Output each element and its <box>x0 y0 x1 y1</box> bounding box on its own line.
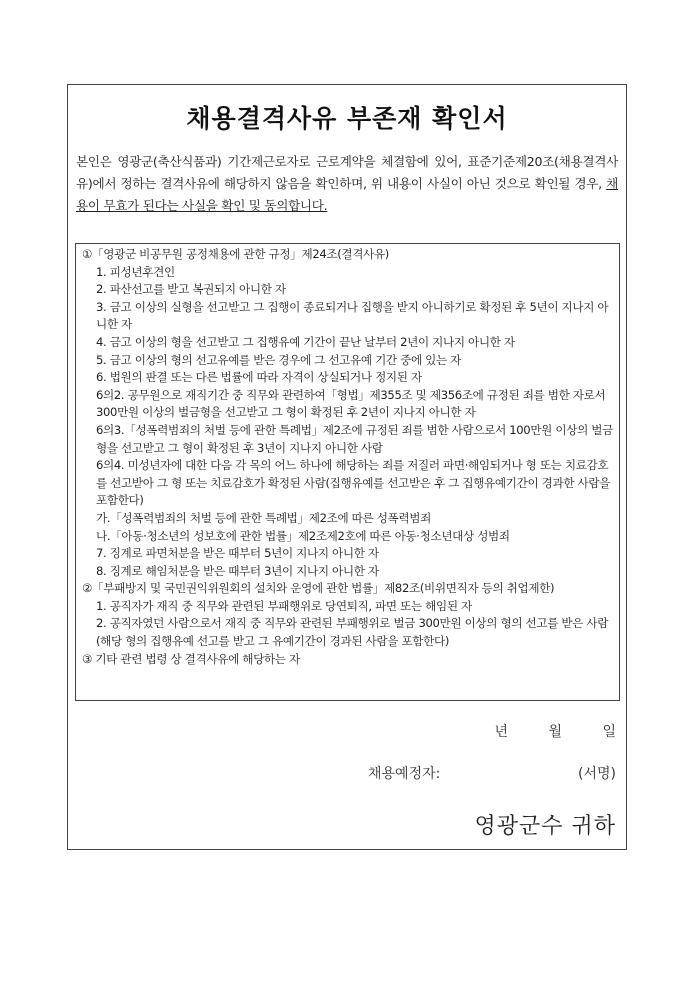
signature-label: (서명) <box>578 766 616 782</box>
document-frame <box>67 84 627 850</box>
criteria-item: 2. 공직자였던 사람으로서 재직 중 직무와 관련된 부패행위로 벌금 300만원 이상의 형의 선고를 받은 사람(해당 형의 집행유예 선고를 받고 그 유예기간이 경과된 사람을 포함한다) <box>96 616 609 649</box>
signer-line <box>368 763 616 783</box>
year-label: 년 <box>494 724 509 740</box>
section-heading-1: ①「영광군 비공무원 공정채용에 관한 규정」제24조(결격사유) <box>82 247 389 261</box>
disqualification-criteria-box <box>75 243 620 701</box>
criteria-subitem: 가.「성폭력범죄의 처벌 등에 관한 특례법」제2조에 따른 성폭력범죄 <box>96 510 431 525</box>
document-title: 채용결격사유 부존재 확인서 <box>186 104 508 133</box>
criteria-item: 6의4. 미성년자에 대한 다음 각 목의 어느 하나에 해당하는 죄를 저질러 파면·해임되거나 형 또는 치료감호를 선고받아 그 형 또는 치료감호가 확정된 사람(집행유예를 선고받은 후 그 집행유예기간이 경과한 사람을 포함한다) <box>96 458 611 508</box>
section-heading-2: ②「부패방지 및 국민권익위원회의 설치와 운영에 관한 법률」제82조(비위면직자 등의 취업제한) <box>82 581 555 596</box>
criteria-item: 7. 징계로 파면처분을 받은 때부터 5년이 지나지 아니한 자 <box>96 546 379 561</box>
intro-consent-underlined: 채용이 무효가 된다는 사실을 확인 및 동의합니다. <box>76 176 618 213</box>
criteria-item: 4. 금고 이상의 형을 선고받고 그 집행유예 기간이 끝난 날부터 2년이 지나지 아니한 자 <box>96 334 515 349</box>
criteria-item: 6. 법원의 판결 또는 다른 법률에 따라 자격이 상실되거나 정지된 자 <box>96 370 422 385</box>
criteria-subitem: 나.「아동·청소년의 성보호에 관한 법률」제2조제2호에 따른 아동·청소년대상 성범죄 <box>96 528 510 543</box>
criteria-item: 1. 공직자가 재직 중 직무와 관련된 부패행위로 당연퇴직, 파면 또는 해임된 자 <box>96 598 472 613</box>
criteria-item: 5. 금고 이상의 형의 선고유예를 받은 경우에 그 선고유예 기간 중에 있는 자 <box>96 352 462 367</box>
intro-paragraph <box>76 151 618 217</box>
section-heading-3: ③ 기타 관련 법령 상 결격사유에 해당하는 자 <box>82 651 300 666</box>
signer-label: 채용예정자: <box>368 766 441 782</box>
criteria-item: 3. 금고 이상의 실형을 선고받고 그 집행이 종료되거나 집행을 받지 아니하기로 확정된 후 5년이 지나지 아니한 자 <box>96 299 609 332</box>
month-label: 월 <box>548 724 563 740</box>
criteria-item: 8. 징계로 해임처분을 받은 때부터 3년이 지나지 아니한 자 <box>96 563 379 578</box>
criteria-item: 6의2. 공무원으로 재직기간 중 직무와 관련하여「형법」제355조 및 제356조에 규정된 죄를 범한 자로서 300만원 이상의 벌금형을 선고받고 그 형이 확정된 후 2년이 지나지 아니한 자 <box>96 387 606 420</box>
date-line <box>459 721 617 741</box>
criteria-item: 1. 피성년후견인 <box>96 264 175 279</box>
criteria-item: 6의3.「성폭력범죄의 처벌 등에 관한 특례법」제2조에 규정된 죄를 범한 사람으로서 100만원 이상의 벌금형을 선고받고 그 형이 확정된 후 3년이 지나지 아니한 사람 <box>96 422 613 455</box>
addressee: 영광군수 귀하 <box>474 814 616 839</box>
intro-text: 본인은 영광군(축산식품과) 기간제근로자로 근로계약을 체결함에 있어, 표준기준제20조(채용결격사유)에서 정하는 결격사유에 해당하지 않음을 확인하며, 위 내용이 사실이 아닌 것으로 확인될 경우, <box>76 154 618 191</box>
day-label: 일 <box>602 724 616 740</box>
criteria-item: 2. 파산선고를 받고 복권되지 아니한 자 <box>96 282 286 297</box>
